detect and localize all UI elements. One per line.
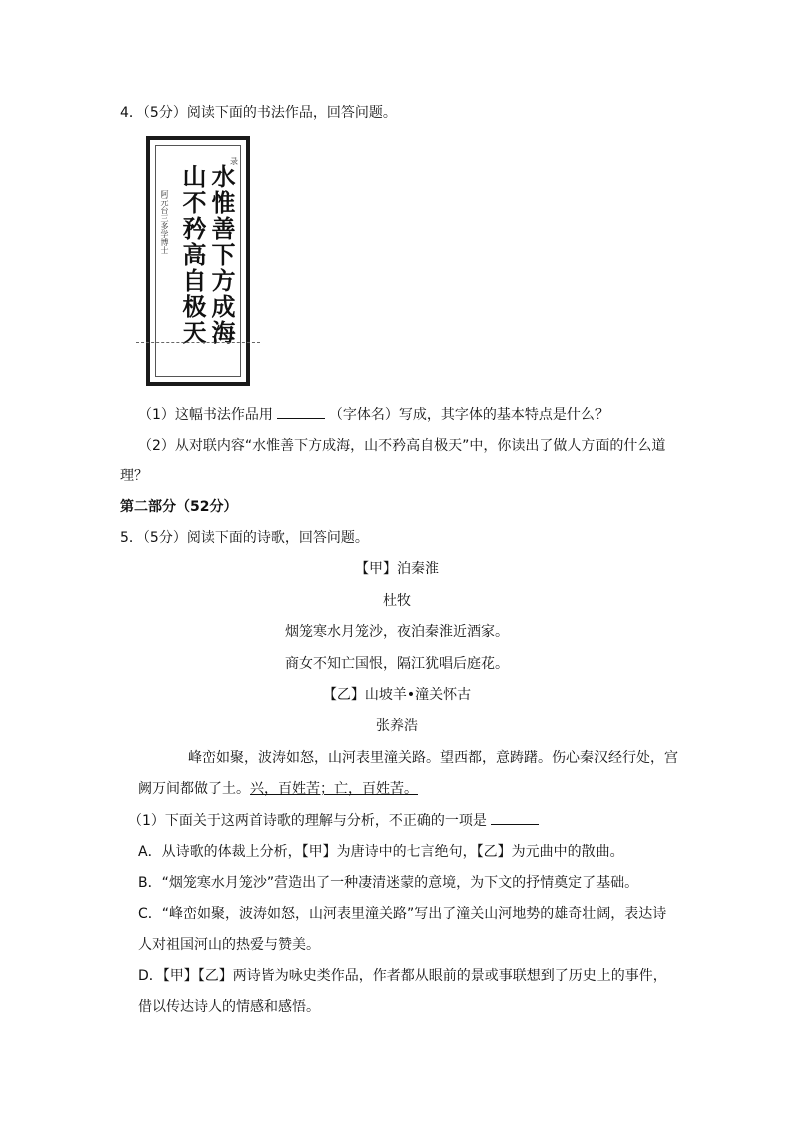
q5-stem: 5．（5分）阅读下面的诗歌，回答问题。 [120, 530, 369, 546]
part2-heading: 第二部分（52分） [120, 499, 238, 515]
q4-sub1 [138, 404, 609, 425]
option-a: A．从诗歌的体裁上分析，【甲】为唐诗中的七言绝句，【乙】为元曲中的散曲。 [138, 844, 624, 860]
option-b: B．“烟笼寒水月笼沙”营造出了一种凄清迷蒙的意境，为下文的抒情奠定了基础。 [138, 875, 639, 891]
answer-blank[interactable] [277, 404, 325, 419]
poem-b-line2-plain: 阙万间都做了土。 [138, 781, 250, 797]
poem-a-title: 【甲】泊秦淮 [355, 561, 439, 577]
option-d-line2: 借以传达诗人的情感和感悟。 [138, 999, 320, 1015]
q4-sub2-line1: （2）从对联内容“水惟善下方成海，山不矜高自极天”中，你读出了做人方面的什么道 [138, 438, 666, 454]
poem-b-author: 张养浩 [376, 718, 418, 734]
poem-a-line1: 烟笼寒水月笼沙，夜泊秦淮近酒家。 [285, 624, 509, 640]
poem-a-author: 杜牧 [383, 593, 411, 609]
q4-sub2-line2: 理？ [120, 468, 148, 484]
couplet-second-line: 山不矜高自极天 [178, 164, 207, 346]
q5-sub1 [128, 810, 543, 831]
poem-b-line2 [138, 779, 418, 799]
answer-blank[interactable] [491, 810, 539, 825]
poem-b-line1: 峰峦如聚，波涛如怒，山河表里潼关路。望西都，意踌躇。伤心秦汉经行处，宫 [188, 750, 678, 766]
q4-sub1-suffix: （字体名）写成，其字体的基本特点是什么？ [328, 407, 609, 423]
artist-signature: 阿元台三多学博士 [160, 190, 169, 254]
option-c-line2: 人对祖国河山的热爱与赞美。 [138, 937, 320, 953]
couplet-first-line: 水惟善下方成海 [207, 164, 236, 346]
poem-a-line2: 商女不知亡国恨，隔江犹唱后庭花。 [285, 656, 509, 672]
scan-rule [136, 342, 260, 343]
inscription-mark: 录 [230, 157, 238, 166]
q5-sub1-text: （1）下面关于这两首诗歌的理解与分析，不正确的一项是 [128, 813, 487, 829]
calligraphy-artwork [146, 136, 250, 386]
option-c-line1: C．“峰峦如聚，波涛如怒，山河表里潼关路”写出了潼关山河地势的雄奇壮阔，表达诗 [138, 906, 667, 922]
q4-stem: 4．（5分）阅读下面的书法作品，回答问题。 [120, 105, 397, 121]
poem-b-line2-underlined: 兴，百姓苦；亡，百姓苦。 [250, 781, 418, 797]
poem-b-title: 【乙】山坡羊•潼关怀古 [322, 687, 472, 703]
option-d-line1: D．【甲】【乙】两诗皆为咏史类作品，作者都从眼前的景或事联想到了历史上的事件， [138, 968, 667, 984]
q4-sub1-prefix: （1）这幅书法作品用 [138, 407, 273, 423]
